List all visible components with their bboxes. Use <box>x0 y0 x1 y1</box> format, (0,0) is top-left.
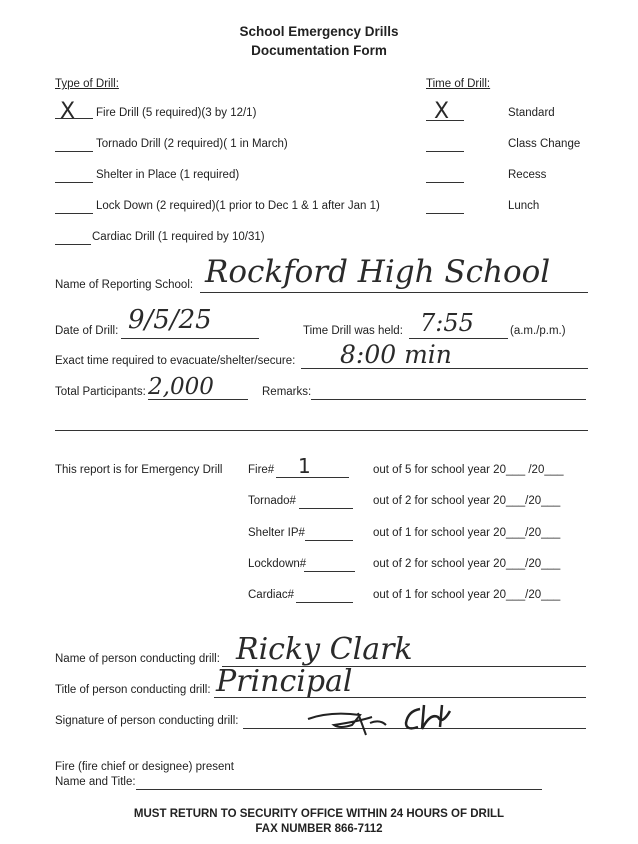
time-class-change-blank[interactable] <box>426 151 464 152</box>
fire-chief-line1: Fire (fire chief or designee) present <box>55 761 234 773</box>
drill-shelter-blank[interactable] <box>55 182 93 183</box>
form-title-line1: School Emergency Drills <box>239 24 399 39</box>
count-shelter-field[interactable] <box>305 540 353 541</box>
conductor-title-label: Title of person conducting drill: <box>55 684 211 696</box>
drill-fire-label: Fire Drill (5 required)(3 by 12/1) <box>96 107 257 119</box>
count-cardiac-suffix: out of 1 for school year 20___/20___ <box>373 589 561 601</box>
evac-value: 8:00 min <box>340 340 452 369</box>
count-fire-field[interactable] <box>276 477 349 478</box>
date-label: Date of Drill: <box>55 325 119 337</box>
time-recess-label: Recess <box>508 169 547 181</box>
drill-lockdown-blank[interactable] <box>55 213 93 214</box>
count-shelter-suffix: out of 1 for school year 20___/20___ <box>373 527 561 539</box>
time-recess-blank[interactable] <box>426 182 464 183</box>
signature-label: Signature of person conducting drill: <box>55 715 239 727</box>
time-of-drill-heading: Time of Drill: <box>426 78 491 90</box>
count-shelter-label: Shelter IP# <box>248 527 305 539</box>
reporting-school-label: Name of Reporting School: <box>55 279 194 291</box>
count-cardiac-field[interactable] <box>296 602 353 603</box>
conductor-title-value: Principal <box>216 664 353 699</box>
time-standard-label: Standard <box>508 107 555 119</box>
time-class-change-label: Class Change <box>508 138 581 150</box>
date-value: 9/5/25 <box>128 305 212 335</box>
count-lockdown-field[interactable] <box>304 571 355 572</box>
time-standard-mark: X <box>434 99 450 124</box>
participants-label: Total Participants: <box>55 386 146 398</box>
report-label: This report is for Emergency Drill <box>55 464 223 476</box>
reporting-school-value: Rockford High School <box>205 254 551 290</box>
footer-line2: FAX NUMBER 866-7112 <box>255 823 383 835</box>
count-fire-value: 1 <box>298 454 311 478</box>
count-cardiac-label: Cardiac# <box>248 589 295 601</box>
conductor-name-label: Name of person conducting drill: <box>55 653 220 665</box>
remarks-field[interactable] <box>311 399 586 400</box>
time-held-field[interactable] <box>409 338 508 339</box>
count-lockdown-suffix: out of 2 for school year 20___/20___ <box>373 558 561 570</box>
fire-chief-line2: Name and Title: <box>55 776 136 788</box>
reporting-school-field[interactable] <box>200 292 588 293</box>
participants-value: 2,000 <box>148 374 214 400</box>
drill-lockdown-label: Lock Down (2 required)(1 prior to Dec 1 & 1 after Jan 1) <box>96 200 380 212</box>
time-held-label: Time Drill was held: <box>303 325 403 337</box>
count-fire-label: Fire# <box>248 464 275 476</box>
type-of-drill-heading: Type of Drill: <box>55 78 119 90</box>
count-fire-suffix: out of 5 for school year 20___ /20___ <box>373 464 564 476</box>
time-lunch-blank[interactable] <box>426 213 464 214</box>
signature-image <box>300 695 470 740</box>
footer-line1: MUST RETURN TO SECURITY OFFICE WITHIN 24 HOURS OF DRILL <box>133 808 505 820</box>
count-tornado-suffix: out of 2 for school year 20___/20___ <box>373 495 561 507</box>
form-title-line2: Documentation Form <box>251 43 387 58</box>
drill-fire-mark: X <box>60 99 76 124</box>
count-tornado-label: Tornado# <box>248 495 296 507</box>
count-lockdown-label: Lockdown# <box>248 558 307 570</box>
time-held-value: 7:55 <box>420 309 474 337</box>
drill-tornado-blank[interactable] <box>55 151 93 152</box>
conductor-name-value: Ricky Clark <box>236 632 413 667</box>
fire-chief-field[interactable] <box>136 789 542 790</box>
count-tornado-field[interactable] <box>299 508 353 509</box>
remarks-label: Remarks: <box>262 386 312 398</box>
time-lunch-label: Lunch <box>508 200 540 212</box>
evac-label: Exact time required to evacuate/shelter/secure: <box>55 355 296 367</box>
remarks-field-line2[interactable] <box>55 430 588 431</box>
drill-shelter-label: Shelter in Place (1 required) <box>96 169 240 181</box>
drill-cardiac-label: Cardiac Drill (1 required by 10/31) <box>92 231 265 243</box>
date-field[interactable] <box>121 338 259 339</box>
ampm-label: (a.m./p.m.) <box>510 325 566 337</box>
drill-tornado-label: Tornado Drill (2 required)( 1 in March) <box>96 138 288 150</box>
drill-cardiac-blank[interactable] <box>55 244 91 245</box>
